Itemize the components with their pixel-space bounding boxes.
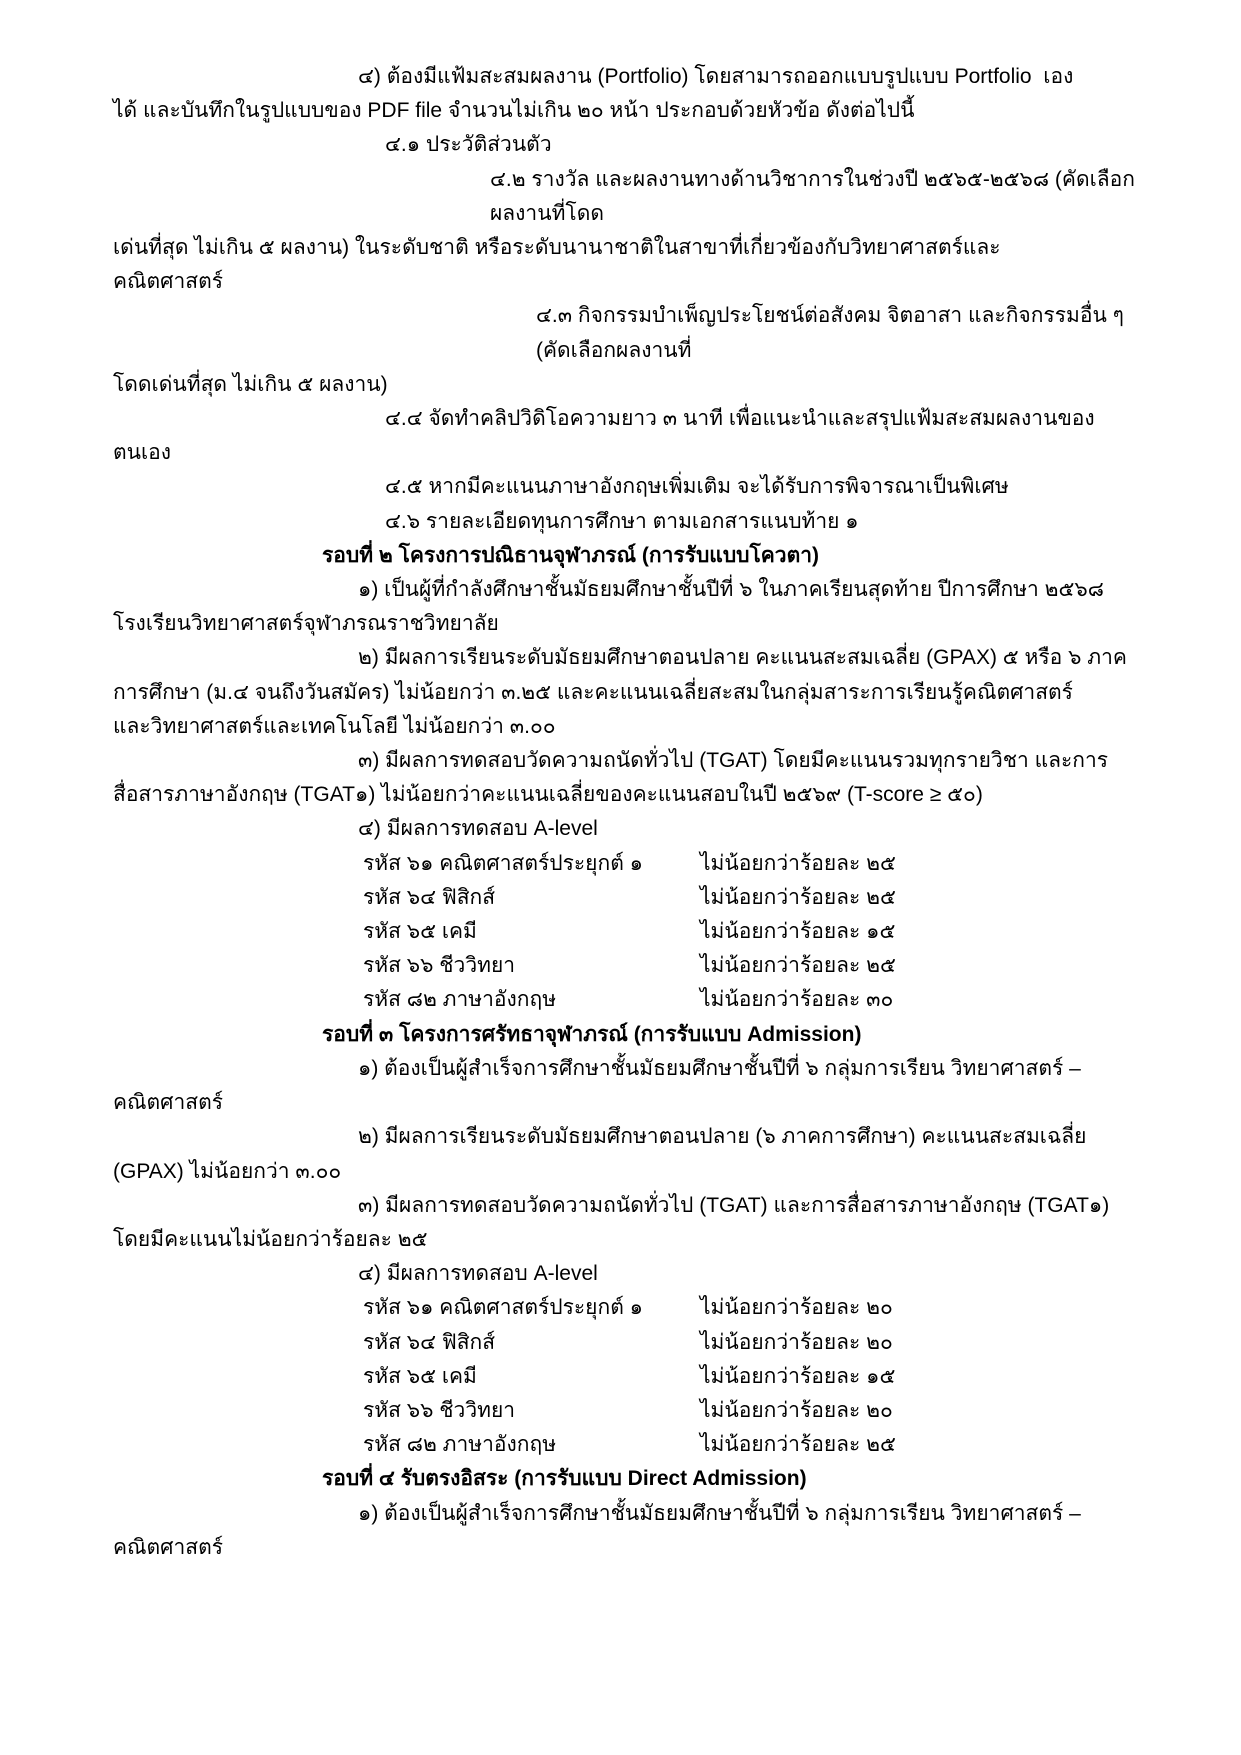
round2-item2-line2: การศึกษา (ม.๔ จนถึงวันสมัคร) ไม่น้อยกว่า ๓.๒๕ และคะแนนเฉลี่ยสะสมในกลุ่มสาระการเรียนรู้คณิตศาสตร์ bbox=[113, 680, 1073, 704]
portfolio-sub43-line1: ๔.๓ กิจกรรมบำเพ็ญประโยชน์ต่อสังคม จิตอาสา และกิจกรรมอื่น ๆ (คัดเลือกผลงานที่ bbox=[536, 304, 1130, 362]
round3-alevel-row bbox=[363, 1291, 1141, 1325]
alevel-subject: รหัส ๖๖ ชีววิทยา bbox=[363, 954, 516, 978]
alevel-min-score: ไม่น้อยกว่าร้อยละ ๓๐ bbox=[700, 988, 894, 1012]
round3-item2-line2: (GPAX) ไม่น้อยกว่า ๓.๐๐ bbox=[113, 1159, 342, 1183]
round4-item1-line1: ๑) ต้องเป็นผู้สำเร็จการศึกษาชั้นมัธยมศึกษาชั้นปีที่ ๖ กลุ่มการเรียน วิทยาศาสตร์ – bbox=[358, 1501, 1081, 1525]
round3-heading: รอบที่ ๓ โครงการศรัทธาจุฬาภรณ์ (การรับแบบ Admission) bbox=[322, 1022, 862, 1046]
round3-alevel-row bbox=[363, 1394, 1141, 1428]
round2-item1-line1: ๑) เป็นผู้ที่กำลังศึกษาชั้นมัธยมศึกษาชั้นปีที่ ๖ ในภาคเรียนสุดท้าย ปีการศึกษา ๒๕๖๘ bbox=[358, 578, 1104, 602]
alevel-min-score: ไม่น้อยกว่าร้อยละ ๒๕ bbox=[700, 954, 896, 978]
portfolio-sub44-line1: ๔.๔ จัดทำคลิปวิดิโอความยาว ๓ นาที เพื่อแนะนำและสรุปแฟ้มสะสมผลงานของ bbox=[385, 407, 1095, 431]
alevel-subject: รหัส ๖๕ เคมี bbox=[363, 1364, 477, 1388]
round3-item3-line2: โดยมีคะแนนไม่น้อยกว่าร้อยละ ๒๕ bbox=[113, 1227, 428, 1251]
round2-alevel-row bbox=[363, 847, 1141, 881]
round3-alevel-row bbox=[363, 1360, 1141, 1394]
round2-item3-line1: ๓) มีผลการทดสอบวัดความถนัดทั่วไป (TGAT) โดยมีคะแนนรวมทุกรายวิชา และการ bbox=[358, 749, 1109, 773]
round2-item2-line1: ๒) มีผลการเรียนระดับมัธยมศึกษาตอนปลาย คะแนนสะสมเฉลี่ย (GPAX) ๕ หรือ ๖ ภาค bbox=[358, 646, 1127, 670]
round2-item3-line2: สื่อสารภาษาอังกฤษ (TGAT๑) ไม่น้อยกว่าคะแนนเฉลี่ยของคะแนนสอบในปี ๒๕๖๙ (T-score ≥ ๕๐) bbox=[113, 783, 983, 807]
portfolio-sub45: ๔.๕ หากมีคะแนนภาษาอังกฤษเพิ่มเติม จะได้รับการพิจารณาเป็นพิเศษ bbox=[385, 475, 1009, 499]
alevel-min-score: ไม่น้อยกว่าร้อยละ ๒๐ bbox=[700, 1330, 893, 1354]
alevel-subject: รหัส ๖๔ ฟิสิกส์ bbox=[363, 1330, 496, 1354]
portfolio-sub44-line2: ตนเอง bbox=[113, 441, 172, 465]
alevel-min-score: ไม่น้อยกว่าร้อยละ ๒๐ bbox=[700, 1398, 893, 1422]
alevel-min-score: ไม่น้อยกว่าร้อยละ ๒๕ bbox=[700, 885, 896, 909]
round2-item4-alevel-label: ๔) มีผลการทดสอบ A-level bbox=[358, 817, 598, 841]
round3-item2-line1: ๒) มีผลการเรียนระดับมัธยมศึกษาตอนปลาย (๖ ภาคการศึกษา) คะแนนสะสมเฉลี่ย bbox=[358, 1125, 1087, 1149]
round2-item1-line2: โรงเรียนวิทยาศาสตร์จุฬาภรณราชวิทยาลัย bbox=[113, 612, 499, 636]
portfolio-sub41: ๔.๑ ประวัติส่วนตัว bbox=[385, 133, 552, 157]
alevel-subject: รหัส ๖๖ ชีววิทยา bbox=[363, 1398, 516, 1422]
round3-item4-alevel-label: ๔) มีผลการทดสอบ A-level bbox=[358, 1262, 598, 1286]
alevel-min-score: ไม่น้อยกว่าร้อยละ ๑๕ bbox=[700, 1364, 896, 1388]
round2-alevel-row bbox=[363, 949, 1141, 983]
round3-alevel-row bbox=[363, 1428, 1141, 1462]
round4-heading: รอบที่ ๔ รับตรงอิสระ (การรับแบบ Direct Admission) bbox=[322, 1467, 807, 1491]
round4-item1-line2: คณิตศาสตร์ bbox=[113, 1535, 224, 1559]
portfolio-sub42-line1: ๔.๒ รางวัล และผลงานทางด้านวิชาการในช่วงปี ๒๕๖๕-๒๕๖๘ (คัดเลือกผลงานที่โดด bbox=[490, 167, 1135, 225]
round3-item3-line1: ๓) มีผลการทดสอบวัดความถนัดทั่วไป (TGAT) และการสื่อสารภาษาอังกฤษ (TGAT๑) bbox=[358, 1193, 1110, 1217]
round2-alevel-row bbox=[363, 915, 1141, 949]
alevel-min-score: ไม่น้อยกว่าร้อยละ ๒๐ bbox=[700, 1296, 893, 1320]
alevel-subject: รหัส ๖๕ เคมี bbox=[363, 920, 477, 944]
portfolio-sub43-line2: โดดเด่นที่สุด ไม่เกิน ๕ ผลงาน) bbox=[113, 372, 388, 396]
alevel-subject: รหัส ๖๔ ฟิสิกส์ bbox=[363, 885, 496, 909]
alevel-subject: รหัส ๘๒ ภาษาอังกฤษ bbox=[363, 1433, 557, 1457]
alevel-min-score: ไม่น้อยกว่าร้อยละ ๑๕ bbox=[700, 920, 896, 944]
alevel-min-score: ไม่น้อยกว่าร้อยละ ๒๕ bbox=[700, 851, 896, 875]
round3-alevel-row bbox=[363, 1326, 1141, 1360]
alevel-min-score: ไม่น้อยกว่าร้อยละ ๒๕ bbox=[700, 1433, 896, 1457]
alevel-subject: รหัส ๖๑ คณิตศาสตร์ประยุกต์ ๑ bbox=[363, 851, 644, 875]
round2-heading: รอบที่ ๒ โครงการปณิธานจุฬาภรณ์ (การรับแบบโควตา) bbox=[322, 543, 820, 567]
round3-item1-line2: คณิตศาสตร์ bbox=[113, 1091, 224, 1115]
round2-alevel-row bbox=[363, 983, 1141, 1017]
portfolio-sub42-line2: เด่นที่สุด ไม่เกิน ๕ ผลงาน) ในระดับชาติ หรือระดับนานาชาติในสาขาที่เกี่ยวข้องกับวิทยาศาสตร์และ bbox=[113, 236, 1001, 260]
round3-item1-line1: ๑) ต้องเป็นผู้สำเร็จการศึกษาชั้นมัธยมศึกษาชั้นปีที่ ๖ กลุ่มการเรียน วิทยาศาสตร์ – bbox=[358, 1056, 1081, 1080]
portfolio-sub46: ๔.๖ รายละเอียดทุนการศึกษา ตามเอกสารแนบท้าย ๑ bbox=[385, 509, 859, 533]
alevel-subject: รหัส ๖๑ คณิตศาสตร์ประยุกต์ ๑ bbox=[363, 1296, 644, 1320]
portfolio-item4-line1: ๔) ต้องมีแฟ้มสะสมผลงาน (Portfolio) โดยสามารถออกแบบรูปแบบ Portfolio เอง bbox=[358, 65, 1074, 88]
round2-item2-line3: และวิทยาศาสตร์และเทคโนโลยี ไม่น้อยกว่า ๓.๐๐ bbox=[113, 714, 556, 738]
portfolio-sub42-line3: คณิตศาสตร์ bbox=[113, 270, 224, 294]
portfolio-item4-line2: ได้ และบันทึกในรูปแบบของ PDF file จำนวนไม่เกิน ๒๐ หน้า ประกอบด้วยหัวข้อ ดังต่อไปนี้ bbox=[113, 99, 915, 123]
round2-alevel-row bbox=[363, 881, 1141, 915]
alevel-subject: รหัส ๘๒ ภาษาอังกฤษ bbox=[363, 988, 557, 1012]
